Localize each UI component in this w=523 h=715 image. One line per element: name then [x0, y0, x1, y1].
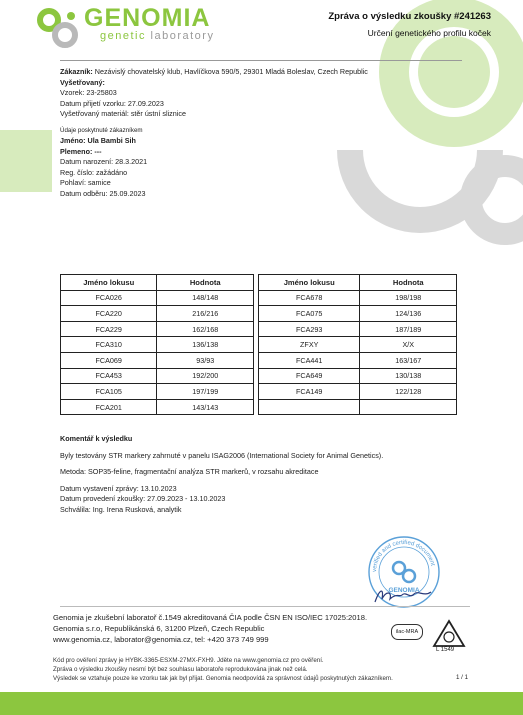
- locus-cell: FCA201: [61, 399, 157, 415]
- table-row: [61, 352, 457, 368]
- table-row: [61, 321, 457, 337]
- lab-number: L 1549: [436, 647, 455, 653]
- header-divider: [60, 60, 462, 61]
- sampling-date: Datum odběru: 25.09.2023: [60, 188, 146, 198]
- report-subtitle: Určení genetického profilu koček: [367, 28, 491, 38]
- deco-ring-grey: [471, 166, 523, 234]
- locus-cell: FCA026: [61, 290, 157, 306]
- value-cell: X/X: [360, 337, 457, 353]
- column-header: Hodnota: [360, 275, 457, 291]
- method-text: Metoda: SOP35-feline, fragmentační analýza STR markerů, v rozsahu akreditace: [60, 467, 319, 477]
- table-row: [61, 368, 457, 384]
- received-date: Datum přijetí vzorku: 27.09.2023: [60, 98, 164, 108]
- value-cell: 124/136: [360, 306, 457, 322]
- locus-cell: FCA220: [61, 306, 157, 322]
- green-block: [0, 130, 52, 192]
- locus-cell: FCA149: [258, 384, 360, 400]
- approved-by: Schválila: Ing. Irena Rusková, analytik: [60, 504, 182, 514]
- value-cell: 198/198: [360, 290, 457, 306]
- provided-by-note: Údaje poskytnuté zákazníkem: [60, 127, 143, 134]
- column-header: Hodnota: [157, 275, 253, 291]
- results-table: [60, 274, 457, 415]
- locus-cell: FCA678: [258, 290, 360, 306]
- value-cell: 130/138: [360, 368, 457, 384]
- signature-icon: [372, 585, 434, 607]
- table-row: [61, 384, 457, 400]
- table-row: [61, 306, 457, 322]
- comment-heading: Komentář k výsledku: [60, 434, 133, 443]
- performed-date: Datum provedení zkoušky: 27.09.2023 - 13.10.2023: [60, 494, 226, 504]
- customer-label: Zákazník:: [60, 67, 93, 76]
- animal-sex: Pohlaví: samice: [60, 178, 111, 188]
- locus-cell: ZFXY: [258, 337, 360, 353]
- customer-line: [60, 67, 480, 78]
- fine-print-reproduction: Zpráva o výsledku zkoušky nesmí být bez souhlasu laboratoře reprodukována jinak než celá.: [53, 666, 308, 673]
- locus-cell: FCA229: [61, 321, 157, 337]
- bottom-green-bar: [0, 692, 523, 715]
- stamp-name: GENOMIA: [388, 587, 420, 594]
- locus-cell: FCA649: [258, 368, 360, 384]
- locus-cell: FCA310: [61, 337, 157, 353]
- value-cell: 143/143: [157, 399, 253, 415]
- footer-contact: www.genomia.cz, laborator@genomia.cz, tel: +420 373 749 999: [53, 635, 269, 644]
- column-header: Jméno lokusu: [61, 275, 157, 291]
- value-cell: 93/93: [157, 352, 253, 368]
- locus-cell: FCA075: [258, 306, 360, 322]
- value-cell: [360, 399, 457, 415]
- footer-divider: [60, 606, 470, 607]
- page-number: 1 / 1: [456, 674, 469, 681]
- value-cell: 187/189: [360, 321, 457, 337]
- locus-cell: FCA105: [61, 384, 157, 400]
- cia-accreditation-icon: [432, 619, 466, 649]
- comment-block: [60, 434, 480, 516]
- table-row: [61, 290, 457, 306]
- animal-name: Jméno: Ula Bambi Sih: [60, 136, 136, 145]
- sample-material: Vyšetřovaný materiál: stěr ústní sliznice: [60, 109, 186, 119]
- customer-block: [60, 67, 480, 120]
- value-cell: 216/216: [157, 306, 253, 322]
- locus-cell: FCA293: [258, 321, 360, 337]
- logo-subtitle: [100, 30, 214, 42]
- column-header: Jméno lokusu: [258, 275, 360, 291]
- animal-block: [60, 126, 360, 200]
- logo-sub-genetic: genetic: [100, 30, 146, 42]
- ilac-mra-logo: ilac-MRA: [391, 624, 423, 640]
- footer-address: Genomia s.r.o, Republikánská 6, 31200 Plzeň, Czech Republic: [53, 624, 265, 633]
- table-row: [61, 399, 457, 415]
- locus-cell: FCA069: [61, 352, 157, 368]
- table-row: [61, 337, 457, 353]
- value-cell: 136/138: [157, 337, 253, 353]
- value-cell: 192/200: [157, 368, 253, 384]
- examined-label: Vyšetřovaný:: [60, 77, 105, 87]
- animal-breed: Plemeno: ---: [60, 146, 102, 156]
- issued-date: Datum vystavení zprávy: 13.10.2023: [60, 483, 177, 493]
- value-cell: 162/168: [157, 321, 253, 337]
- value-cell: 163/167: [360, 352, 457, 368]
- fine-print-verification: Kód pro ověření zprávy je HYBK-3365-ESXM-27MX-FXH9. Jděte na www.genomia.cz pro ověření.: [53, 657, 324, 664]
- fine-print-liability: Výsledek se vztahuje pouze ke vzorku tak jak byl přijat. Genomia neodpovídá za správnost údajů poskytnutých zákazníkem.: [53, 675, 393, 682]
- logo-name: GENOMIA: [84, 4, 211, 32]
- customer-value: Nezávislý chovatelský klub, Havlíčkova 590/5, 29301 Mladá Boleslav, Czech Republic: [94, 67, 368, 76]
- stamp-ring-text: verified and certified document: [371, 539, 436, 573]
- sample-number: Vzorek: 23-25803: [60, 88, 117, 98]
- genomia-logo-icon: [36, 6, 82, 48]
- value-cell: 197/199: [157, 384, 253, 400]
- table-header-row: [61, 275, 457, 291]
- fine-print: [53, 656, 453, 683]
- animal-dob: Datum narození: 28.3.2021: [60, 157, 148, 167]
- locus-cell: [258, 399, 360, 415]
- locus-cell: FCA453: [61, 368, 157, 384]
- locus-cell: FCA441: [258, 352, 360, 368]
- logo-sub-laboratory: laboratory: [150, 30, 215, 42]
- animal-reg: Reg. číslo: zažádáno: [60, 167, 128, 177]
- footer-accreditation: Genomia je zkušební laboratoř č.1549 akreditovaná ČIA podle ČSN EN ISO/IEC 17025:2018.: [53, 613, 368, 622]
- report-title: Zpráva o výsledku zkoušky #241263: [328, 11, 491, 22]
- value-cell: 122/128: [360, 384, 457, 400]
- value-cell: 148/148: [157, 290, 253, 306]
- comment-text: Byly testovány STR markery zahrnuté v panelu ISAG2006 (International Society for Animal Genetics).: [60, 450, 384, 460]
